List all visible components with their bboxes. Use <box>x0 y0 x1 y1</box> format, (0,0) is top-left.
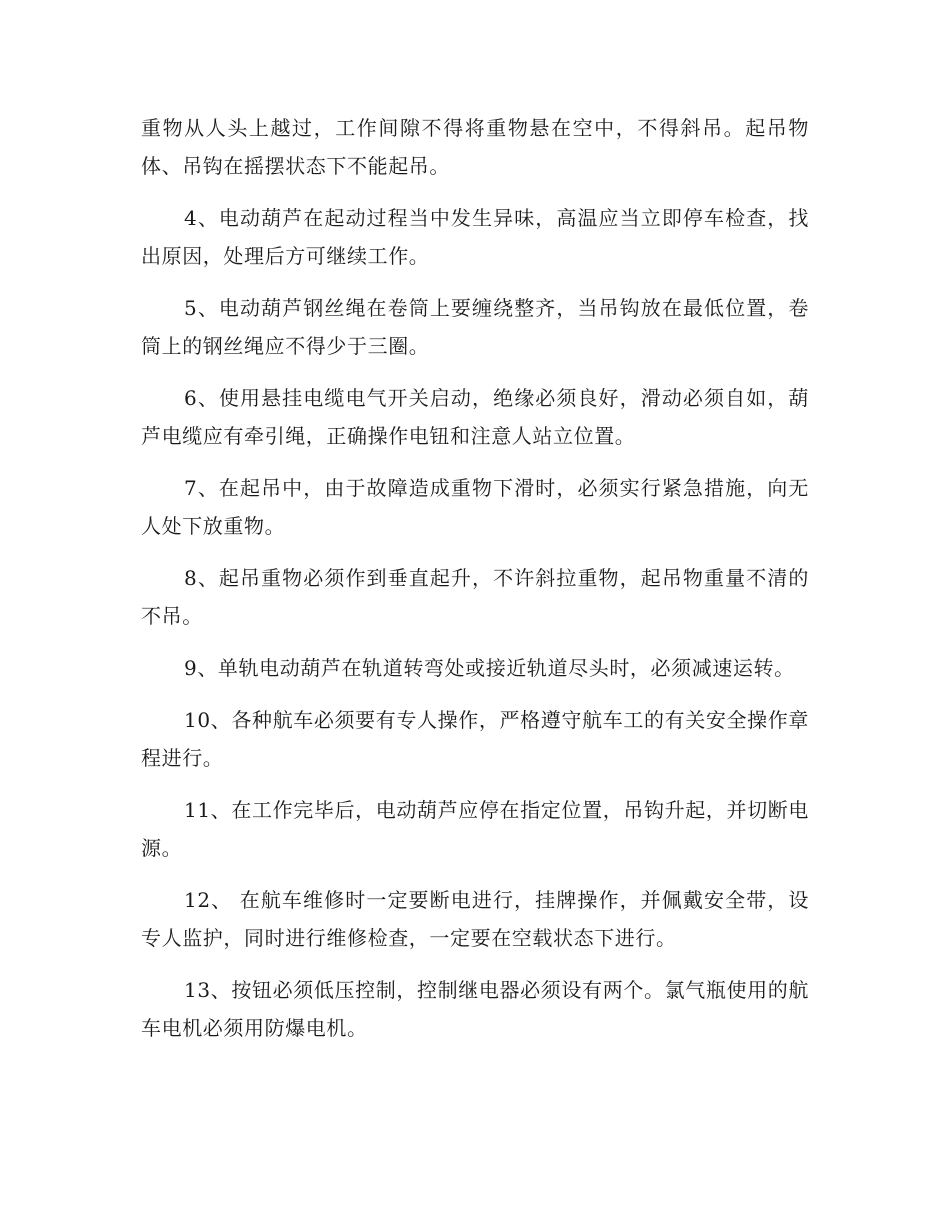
paragraph-item-9: 9、单轨电动葫芦在轨道转弯处或接近轨道尽头时，必须减速运转。 <box>184 656 795 680</box>
paragraph-item-13: 13、按钮必须低压控制，控制继电器必须设有两个。氯气瓶使用的航车电机必须用防爆电机。 <box>141 978 809 1040</box>
paragraph-item-10: 10、各种航车必须要有专人操作，严格遵守航车工的有关安全操作章程进行。 <box>141 708 809 770</box>
paragraph-item-7: 7、在起吊中，由于故障造成重物下滑时，必须实行紧急措施，向无人处下放重物。 <box>141 476 809 538</box>
paragraph-item-11: 11、在工作完毕后，电动葫芦应停在指定位置，吊钩升起，并切断电源。 <box>141 798 809 860</box>
document-body <box>141 109 809 1061</box>
paragraph-item-5: 5、电动葫芦钢丝绳在卷筒上要缠绕整齐，当吊钩放在最低位置，卷筒上的钢丝绳应不得少于三圈。 <box>141 296 809 358</box>
paragraph-item-6: 6、使用悬挂电缆电气开关启动，绝缘必须良好，滑动必须自如，葫芦电缆应有牵引绳，正确操作电钮和注意人站立位置。 <box>141 386 809 448</box>
paragraph-item-12: 12、 在航车维修时一定要断电进行，挂牌操作，并佩戴安全带，设专人监护，同时进行维修检查，一定要在空载状态下进行。 <box>141 888 809 950</box>
paragraph-item-4: 4、电动葫芦在起动过程当中发生异味，高温应当立即停车检查，找出原因，处理后方可继续工作。 <box>141 206 809 268</box>
paragraph-continuation: 重物从人头上越过，工作间隙不得将重物悬在空中，不得斜吊。起吊物体、吊钩在摇摆状态下不能起吊。 <box>141 116 809 178</box>
paragraph-item-8: 8、起吊重物必须作到垂直起升，不许斜拉重物，起吊物重量不清的不吊。 <box>141 566 809 628</box>
